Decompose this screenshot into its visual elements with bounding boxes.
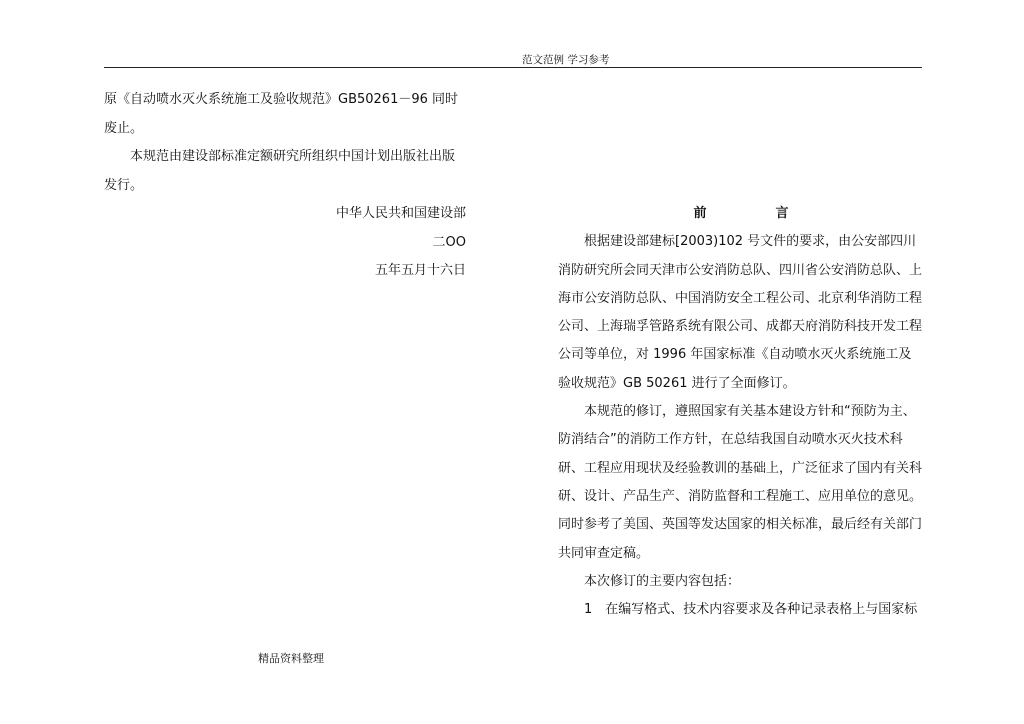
signature-date: 五年五月十六日 [374, 263, 466, 278]
left-column [104, 86, 466, 286]
header-text: 范文范例 学习参考 [522, 54, 610, 66]
preface-paragraph-4: 1 在编写格式、技术内容要求及各种记录表格上与国家标 [584, 602, 918, 618]
publisher-paragraph: 本规范由建设部标准定额研究所组织中国计划出版社出版发行。 [104, 149, 456, 193]
preface-paragraph-2: 本规范的修订，遵照国家有关基本建设方针和“预防为主、防消结合”的消防工作方针，在总结我国自动喷水灭火技术科研、工程应用现状及经验教训的基础上，广泛征求了国内有关科研、设计、产品生产、消防监督和工程施工、应用单位的意见。同时参考了美国、英国等发达国家的相关标准，最后经有关部门共同审查定稿。 [558, 404, 923, 561]
page-footer: 精品资料整理 [258, 652, 324, 665]
preface-title: 前 言 [693, 206, 817, 221]
preface-paragraph-1: 根据建设部建标[2003)102 号文件的要求，由公安部四川消防研究所会同天津市公安消防总队、四川省公安消防总队、上海市公安消防总队、中国消防安全工程公司、北京利华消防工程公司、上海瑞孚管路系统有限公司、成都天府消防科技开发工程公司等单位，对 1996 年国家标准《自动喷水灭火系统施工及验收规范》GB 50261 进行了全面修订。 [558, 234, 923, 391]
page-header [104, 52, 922, 68]
signature-year: 二OO [432, 234, 466, 250]
signature-org: 中华人民共和国建设部 [335, 206, 466, 221]
abolish-paragraph: 原《自动喷水灭火系统施工及验收规范》GB50261－96 同时废止。 [104, 92, 459, 136]
preface-paragraph-3: 本次修订的主要内容包括： [584, 573, 741, 589]
right-column [558, 200, 924, 624]
